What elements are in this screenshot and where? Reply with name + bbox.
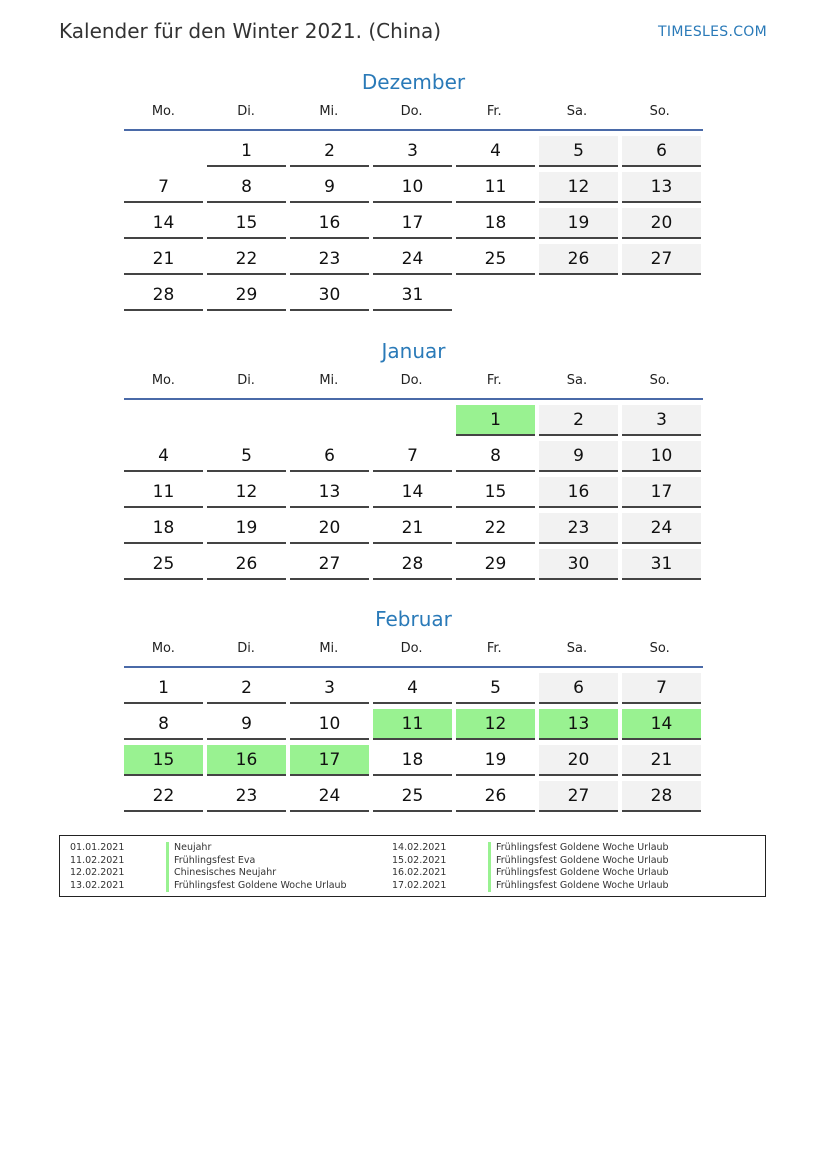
- day-cell: 19: [456, 745, 535, 776]
- week-row: [124, 208, 703, 244]
- day-cell: 15: [207, 208, 286, 239]
- month-januar: [124, 339, 703, 585]
- day-cell: 14: [124, 208, 203, 239]
- day-cell: 18: [373, 745, 452, 776]
- empty-cell: [207, 405, 286, 436]
- day-cell: 12: [456, 709, 535, 740]
- day-cell: 27: [290, 549, 369, 580]
- legend-row: [70, 842, 347, 855]
- month-title: Januar: [381, 339, 446, 363]
- weekday-header: [124, 104, 703, 131]
- day-cell: 27: [622, 244, 701, 275]
- empty-cell: [373, 405, 452, 436]
- weekday-label: Mo.: [151, 104, 175, 119]
- day-cell: 5: [207, 441, 286, 472]
- weekday-label: Mi.: [319, 373, 339, 388]
- weekday-label: Di.: [237, 373, 255, 388]
- day-cell: 2: [290, 136, 369, 167]
- day-cell: 24: [373, 244, 452, 275]
- legend-holiday-name: Neujahr: [166, 842, 211, 855]
- day-cell: 22: [456, 513, 535, 544]
- weekday-label: Sa.: [566, 641, 588, 656]
- holiday-legend: [59, 835, 766, 897]
- day-cell: 13: [622, 172, 701, 203]
- day-cell: 10: [373, 172, 452, 203]
- weekday-label: Do.: [400, 373, 423, 388]
- day-cell: 6: [622, 136, 701, 167]
- legend-row: [70, 880, 347, 893]
- empty-cell: [290, 405, 369, 436]
- empty-cell: [124, 405, 203, 436]
- legend-holiday-name: Frühlingsfest Goldene Woche Urlaub: [488, 880, 669, 893]
- day-cell: 17: [290, 745, 369, 776]
- day-cell: 17: [622, 477, 701, 508]
- day-cell: 28: [124, 280, 203, 311]
- weekday-header: [124, 641, 703, 668]
- weekday-header: [124, 373, 703, 400]
- day-cell: 16: [290, 208, 369, 239]
- week-row: [124, 477, 703, 513]
- day-cell: 4: [456, 136, 535, 167]
- day-cell: 8: [124, 709, 203, 740]
- week-row: [124, 172, 703, 208]
- legend-date: 11.02.2021: [70, 854, 125, 866]
- day-cell: 27: [539, 781, 618, 812]
- day-cell: 22: [124, 781, 203, 812]
- legend-holiday-name: Frühlingsfest Eva: [166, 855, 255, 868]
- day-cell: 12: [207, 477, 286, 508]
- day-cell: 30: [290, 280, 369, 311]
- day-cell: 21: [373, 513, 452, 544]
- day-cell: 8: [207, 172, 286, 203]
- day-cell: 10: [622, 441, 701, 472]
- day-cell: 23: [207, 781, 286, 812]
- weekday-label: Sa.: [566, 104, 588, 119]
- legend-row: [70, 855, 347, 868]
- day-cell: 7: [373, 441, 452, 472]
- day-cell: 29: [456, 549, 535, 580]
- day-cell: 26: [539, 244, 618, 275]
- day-cell: 1: [124, 673, 203, 704]
- day-cell: 20: [290, 513, 369, 544]
- month-title: Februar: [375, 607, 452, 631]
- day-cell: 22: [207, 244, 286, 275]
- day-cell: 16: [539, 477, 618, 508]
- legend-date: 17.02.2021: [392, 879, 447, 891]
- day-cell: 28: [373, 549, 452, 580]
- day-cell: 13: [290, 477, 369, 508]
- day-cell: 26: [207, 549, 286, 580]
- legend-holiday-name: Frühlingsfest Goldene Woche Urlaub: [488, 842, 669, 855]
- day-cell: 13: [539, 709, 618, 740]
- day-cell: 25: [373, 781, 452, 812]
- legend-column-left: [70, 842, 347, 892]
- weekday-label: Fr.: [486, 641, 502, 656]
- day-cell: 3: [622, 405, 701, 436]
- brand-link[interactable]: TIMESLES.COM: [658, 24, 767, 40]
- week-row: [124, 405, 703, 441]
- empty-cell: [456, 280, 535, 311]
- day-cell: 16: [207, 745, 286, 776]
- day-cell: 7: [124, 172, 203, 203]
- month-februar: [124, 607, 703, 817]
- weekday-label: Fr.: [486, 373, 502, 388]
- day-cell: 9: [290, 172, 369, 203]
- day-cell: 11: [373, 709, 452, 740]
- day-cell: 6: [290, 441, 369, 472]
- day-cell: 31: [622, 549, 701, 580]
- weekday-label: Di.: [237, 641, 255, 656]
- day-cell: 14: [622, 709, 701, 740]
- legend-row: [392, 867, 669, 880]
- weekday-label: So.: [649, 104, 670, 119]
- weekday-label: Mi.: [319, 104, 339, 119]
- week-row: [124, 280, 703, 316]
- day-cell: 17: [373, 208, 452, 239]
- day-cell: 20: [539, 745, 618, 776]
- legend-date: 16.02.2021: [392, 867, 447, 878]
- month-dezember: [124, 70, 703, 316]
- weekday-label: So.: [649, 641, 670, 656]
- weekday-label: Mo.: [151, 373, 175, 388]
- day-cell: 21: [124, 244, 203, 275]
- legend-date: 12.02.2021: [70, 867, 125, 878]
- day-cell: 3: [373, 136, 452, 167]
- weekday-label: Do.: [400, 104, 423, 119]
- weekday-label: Mo.: [151, 641, 175, 656]
- day-cell: 1: [456, 405, 535, 436]
- day-cell: 18: [124, 513, 203, 544]
- weekday-label: Mi.: [319, 641, 339, 656]
- day-cell: 26: [456, 781, 535, 812]
- day-cell: 1: [207, 136, 286, 167]
- day-cell: 9: [207, 709, 286, 740]
- week-row: [124, 441, 703, 477]
- week-row: [124, 136, 703, 172]
- day-cell: 4: [124, 441, 203, 472]
- day-cell: 10: [290, 709, 369, 740]
- legend-date: 15.02.2021: [392, 854, 447, 866]
- day-cell: 5: [539, 136, 618, 167]
- empty-cell: [124, 136, 203, 167]
- empty-cell: [622, 280, 701, 311]
- empty-cell: [539, 280, 618, 311]
- day-cell: 12: [539, 172, 618, 203]
- day-cell: 20: [622, 208, 701, 239]
- legend-date: 14.02.2021: [392, 842, 447, 853]
- legend-row: [392, 880, 669, 893]
- week-row: [124, 244, 703, 280]
- week-row: [124, 745, 703, 781]
- week-row: [124, 513, 703, 549]
- day-cell: 19: [539, 208, 618, 239]
- day-cell: 4: [373, 673, 452, 704]
- day-cell: 2: [207, 673, 286, 704]
- legend-row: [70, 867, 347, 880]
- day-cell: 6: [539, 673, 618, 704]
- day-cell: 2: [539, 405, 618, 436]
- day-cell: 18: [456, 208, 535, 239]
- weekday-label: Do.: [400, 641, 423, 656]
- week-row: [124, 781, 703, 817]
- day-cell: 11: [456, 172, 535, 203]
- day-cell: 23: [290, 244, 369, 275]
- day-cell: 24: [290, 781, 369, 812]
- legend-column-right: [392, 842, 669, 892]
- week-row: [124, 673, 703, 709]
- day-cell: 9: [539, 441, 618, 472]
- day-cell: 24: [622, 513, 701, 544]
- weekday-label: Fr.: [486, 104, 502, 119]
- weekday-label: So.: [649, 373, 670, 388]
- day-cell: 21: [622, 745, 701, 776]
- legend-holiday-name: Chinesisches Neujahr: [166, 867, 276, 880]
- page-title: Kalender für den Winter 2021. (China): [59, 19, 442, 43]
- day-cell: 19: [207, 513, 286, 544]
- day-cell: 5: [456, 673, 535, 704]
- day-cell: 15: [456, 477, 535, 508]
- month-title: Dezember: [361, 70, 466, 94]
- week-row: [124, 549, 703, 585]
- legend-holiday-name: Frühlingsfest Goldene Woche Urlaub: [488, 855, 669, 868]
- legend-row: [392, 842, 669, 855]
- day-cell: 25: [124, 549, 203, 580]
- day-cell: 30: [539, 549, 618, 580]
- day-cell: 8: [456, 441, 535, 472]
- legend-date: 13.02.2021: [70, 879, 125, 891]
- day-cell: 15: [124, 745, 203, 776]
- day-cell: 3: [290, 673, 369, 704]
- day-cell: 28: [622, 781, 701, 812]
- day-cell: 25: [456, 244, 535, 275]
- legend-holiday-name: Frühlingsfest Goldene Woche Urlaub: [488, 867, 669, 880]
- day-cell: 31: [373, 280, 452, 311]
- day-cell: 29: [207, 280, 286, 311]
- weekday-label: Sa.: [566, 373, 588, 388]
- week-row: [124, 709, 703, 745]
- legend-holiday-name: Frühlingsfest Goldene Woche Urlaub: [166, 880, 347, 893]
- legend-row: [392, 855, 669, 868]
- day-cell: 7: [622, 673, 701, 704]
- weekday-label: Di.: [237, 104, 255, 119]
- day-cell: 14: [373, 477, 452, 508]
- day-cell: 11: [124, 477, 203, 508]
- legend-date: 01.01.2021: [70, 842, 125, 853]
- day-cell: 23: [539, 513, 618, 544]
